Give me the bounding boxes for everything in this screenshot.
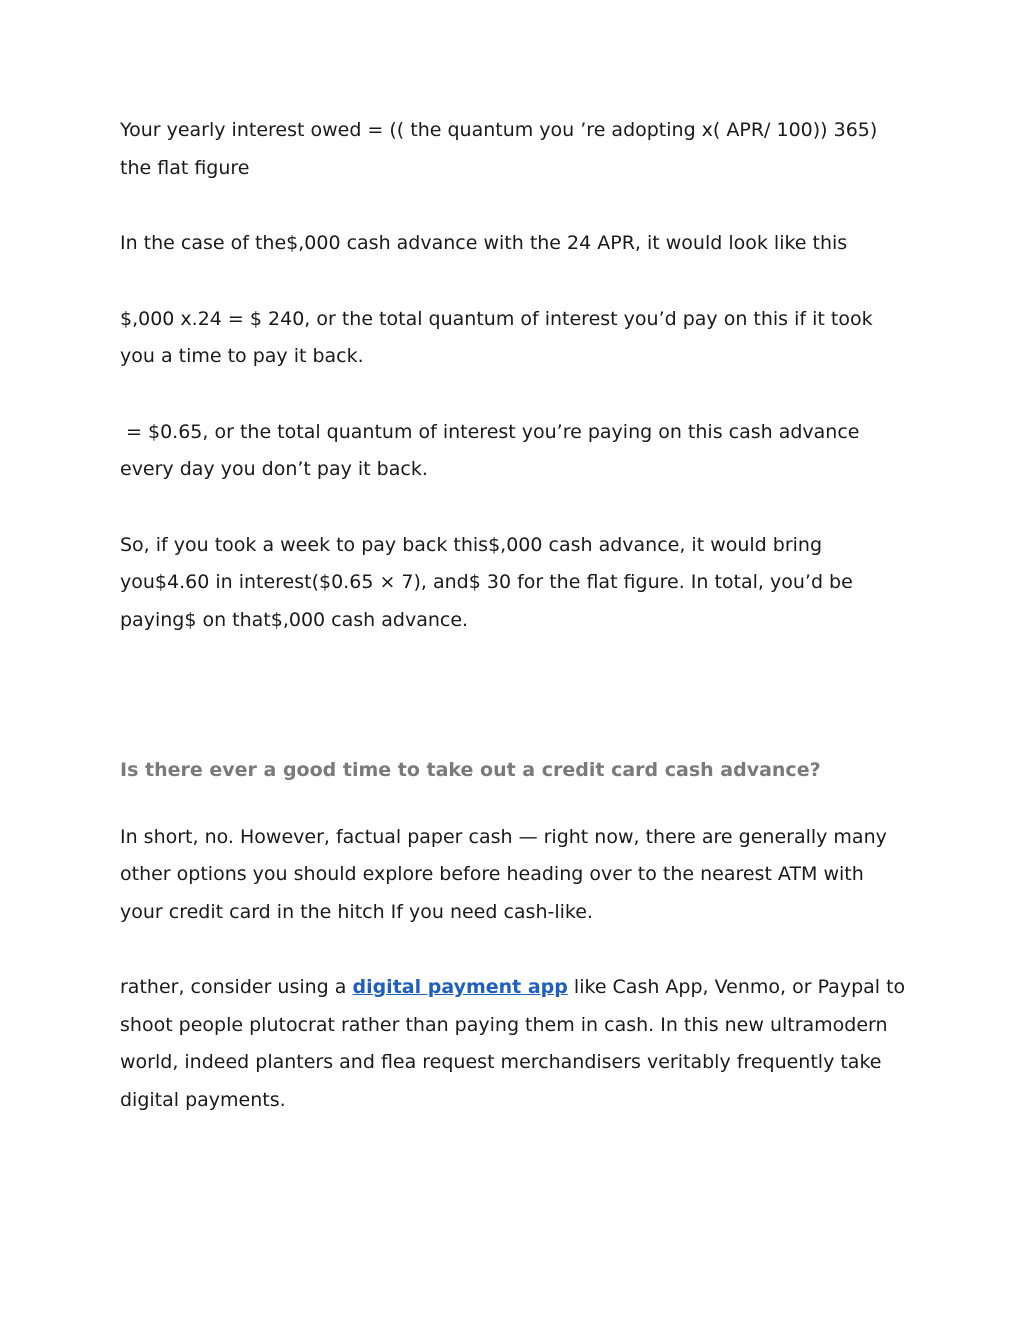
- alternative-paragraph: [120, 969, 910, 1119]
- spacer: [120, 931, 910, 969]
- spacer: [120, 639, 910, 752]
- spacer: [120, 489, 910, 527]
- spacer: [120, 263, 910, 301]
- digital-payment-app-link[interactable]: digital payment app: [352, 976, 568, 998]
- weekly-example-paragraph: So, if you took a week to pay back this$,000 cash advance, it would bring you$4.60 in interest($0.65 × 7), and$ 30 for the flat figure. In total, you’d be paying$ on that$,000 cash advance.: [120, 533, 853, 631]
- yearly-calc-paragraph: $,000 x.24 = $ 240, or the total quantum of interest you’d pay on this if it took you a time to pay it back.: [120, 307, 873, 367]
- example-intro-paragraph: In the case of the$,000 cash advance with the 24 APR, it would look like this: [120, 232, 848, 254]
- alternative-text-end: like Cash App, Venmo, or Paypal to shoot people plutocrat rather than paying them in cash. In this new ultramodern world, indeed planters and flea request merchandisers veritably frequently take digital payments.: [120, 976, 912, 1111]
- short-answer-paragraph: In short, no. However, factual paper cash — right now, there are generally many other options you should explore before heading over to the nearest ATM with your credit card in the hitch If you need cash-like.: [120, 825, 887, 923]
- formula-paragraph: Your yearly interest owed = (( the quantum you ’re adopting x( APR/ 100)) 365) the flat figure: [120, 119, 878, 179]
- document-page: [120, 112, 910, 1119]
- spacer: [120, 187, 910, 225]
- spacer: [120, 376, 910, 414]
- daily-calc-paragraph: = $0.65, or the total quantum of interest you’re paying on this cash advance every day you don’t pay it back.: [120, 420, 866, 480]
- spacer: [120, 790, 910, 819]
- section-heading: Is there ever a good time to take out a credit card cash advance?: [120, 759, 821, 781]
- alternative-text-start: rather, consider using a: [120, 976, 353, 998]
